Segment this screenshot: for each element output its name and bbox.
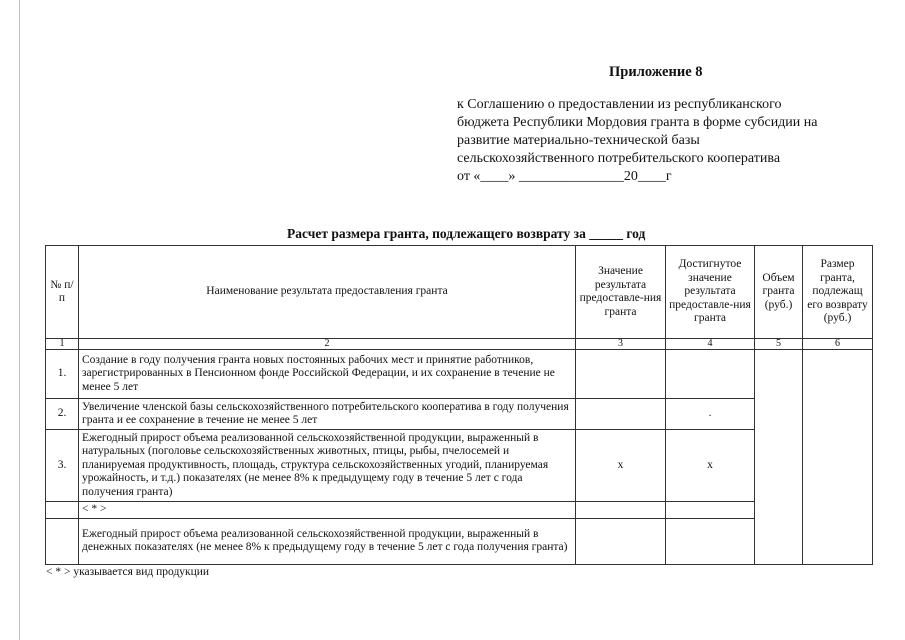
row-number: 3.: [46, 430, 79, 502]
table-row: [46, 502, 873, 519]
grant-volume-cell: [755, 350, 803, 565]
column-number: 6: [803, 339, 873, 350]
appendix-line: к Соглашению о предоставлении из республиканского: [457, 97, 782, 112]
appendix-line: сельскохозяйственного потребительского кооператива: [457, 151, 781, 166]
table-row: [46, 430, 873, 502]
result-description: Увеличение членской базы сельскохозяйственного потребительского кооператива в году получения гранта и ее сохранение в течение не менее 5 лет: [79, 399, 576, 430]
header-refund-amount: Размер гранта, подлежащ его возврату (руб.): [803, 246, 873, 339]
row-number: [46, 518, 79, 564]
column-number-row: [46, 339, 873, 350]
column-number: 5: [755, 339, 803, 350]
row-number: 1.: [46, 350, 79, 399]
appendix-title: Приложение 8: [609, 64, 703, 80]
result-value: [576, 518, 666, 564]
column-number: 4: [666, 339, 755, 350]
result-value: х: [576, 430, 666, 502]
header-row: [46, 246, 873, 339]
refund-amount-cell: [803, 350, 873, 565]
result-description: Создание в году получения гранта новых постоянных рабочих мест и принятие работников, зарегистрированных в Пенсионном фонде Российской Федерации, и их сохранение в течение не менее 5 лет: [79, 350, 576, 399]
column-number: 1: [46, 339, 79, 350]
product-type-placeholder: < * >: [79, 502, 576, 519]
result-achieved: [666, 518, 755, 564]
appendix-line: развитие материально-технической базы: [457, 133, 700, 148]
appendix-caption: [457, 96, 867, 186]
result-value: [576, 502, 666, 519]
header-num: № п/п: [46, 246, 79, 339]
footnote: < * > указывается вид продукции: [46, 566, 210, 578]
result-description: Ежегодный прирост объема реализованной сельскохозяйственной продукции, выраженный в натуральных (поголовье сельскохозяйственных животных, птицы, рыбы, пчелосемей и планируемая продуктивность, площадь, структура сельскохозяйственных угодий, планируемая урожайность, и т.д.) показателях (не менее 8% к предыдущему году в течение 5 лет с года получения гранта): [79, 430, 576, 502]
table-row: [46, 399, 873, 430]
result-value: [576, 350, 666, 399]
result-achieved: [666, 350, 755, 399]
row-number: [46, 502, 79, 519]
result-value: [576, 399, 666, 430]
header-grant-volume: Объем гранта (руб.): [755, 246, 803, 339]
header-value: Значение результата предоставле-ния гранта: [576, 246, 666, 339]
page-edge-line: [19, 0, 20, 640]
header-name: Наименование результата предоставления гранта: [79, 246, 576, 339]
header-achieved: Достигнутое значение результата предоставле-ния гранта: [666, 246, 755, 339]
table-title: Расчет размера гранта, подлежащего возврату за _____ год: [287, 226, 646, 241]
row-number: 2.: [46, 399, 79, 430]
appendix-line: от «____» _______________20____г: [457, 169, 672, 184]
result-achieved: .: [666, 399, 755, 430]
column-number: 3: [576, 339, 666, 350]
table-row: [46, 350, 873, 399]
grant-calculation-table: [45, 245, 873, 565]
column-number: 2: [79, 339, 576, 350]
result-description: Ежегодный прирост объема реализованной сельскохозяйственной продукции, выраженный в денежных показателях (не менее 8% к предыдущему году в течение 5 лет с года получения гранта): [79, 518, 576, 564]
appendix-line: бюджета Республики Мордовия гранта в форме субсидии на: [457, 115, 818, 130]
result-achieved: [666, 502, 755, 519]
result-achieved: х: [666, 430, 755, 502]
table-row: [46, 518, 873, 564]
